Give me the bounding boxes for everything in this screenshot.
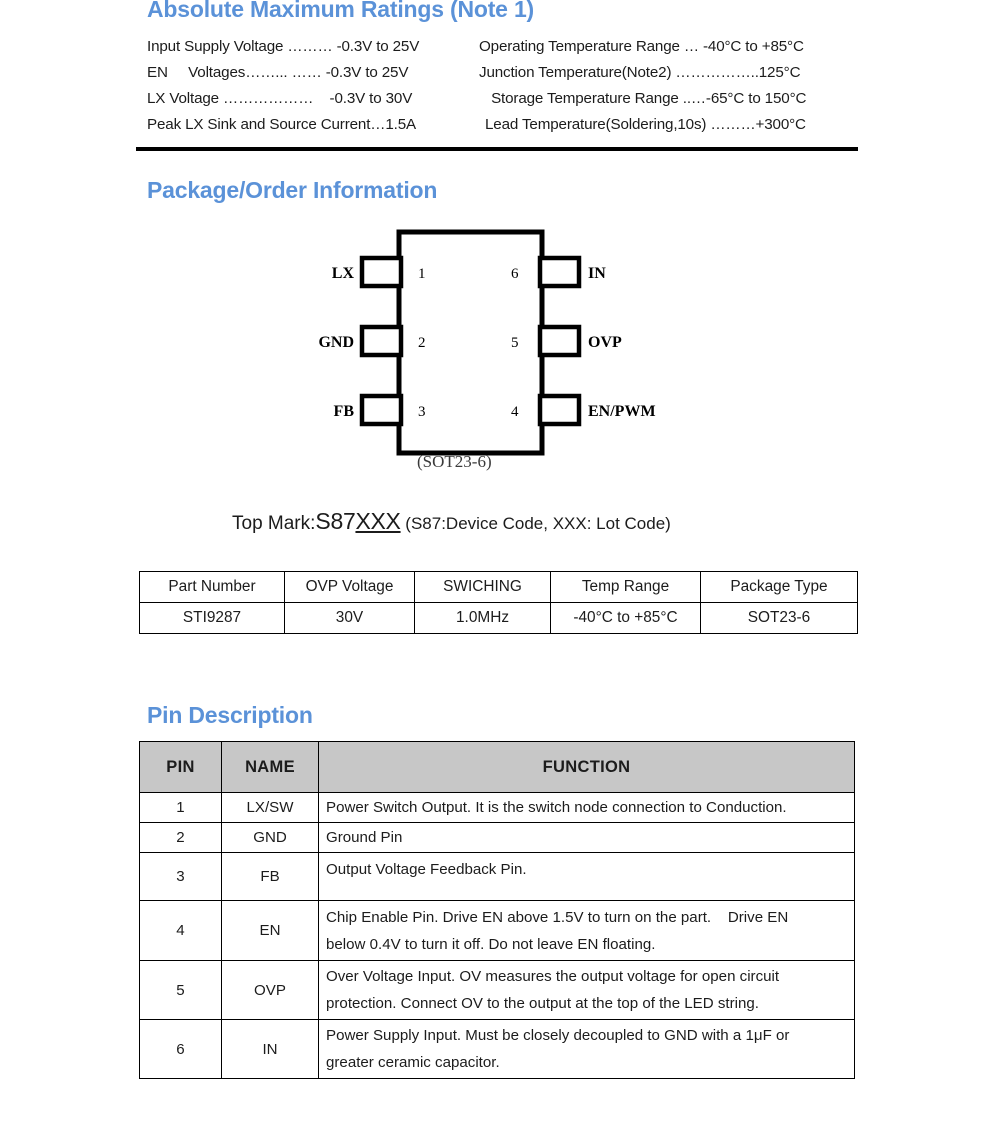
pin-cell-function	[319, 901, 855, 961]
pin-cell-function	[319, 823, 855, 853]
pin-number-1: 1	[418, 266, 426, 282]
pin-label-in: IN	[588, 265, 606, 282]
table-row	[140, 1020, 855, 1079]
pin-label-gnd: GND	[318, 334, 354, 351]
pin-cell-number: 6	[140, 1020, 222, 1079]
top-mark-prefix: Top Mark:	[232, 513, 316, 534]
table-row	[140, 793, 855, 823]
pin-cell-name: LX/SW	[222, 793, 319, 823]
top-mark-note: (S87:Device Code, XXX: Lot Code)	[400, 514, 671, 533]
pin-function-line: protection. Connect OV to the output at the top of the LED string.	[326, 995, 759, 1012]
pin-stub-3	[362, 396, 401, 424]
pin-cell-number: 3	[140, 853, 222, 901]
pin-function-line: Ground Pin	[326, 829, 403, 846]
pin-function-line: Chip Enable Pin. Drive EN above 1.5V to turn on the part. Drive EN	[326, 908, 789, 926]
pin-cell-name: FB	[222, 853, 319, 901]
table-header-row	[140, 572, 858, 603]
pin-cell-function	[319, 961, 855, 1020]
rating-row	[147, 38, 861, 64]
pin-number-6: 6	[511, 266, 519, 282]
package-type-caption: (SOT23-6)	[417, 452, 492, 471]
pin-function-line: Over Voltage Input. OV measures the output voltage for open circuit	[326, 968, 780, 985]
section-divider-rule	[136, 147, 858, 151]
pin-description-heading: Pin Description	[147, 702, 313, 728]
rating-left-text: Peak LX Sink and Source Current…1.5A	[147, 116, 416, 133]
pin-label-lx: LX	[331, 265, 354, 282]
rating-left-text: Input Supply Voltage ……… -0.3V to 25V	[147, 38, 420, 55]
order-cell-temp-range: -40°C to +85°C	[551, 603, 701, 634]
rating-right-text: Operating Temperature Range … -40°C to +85°C	[479, 38, 804, 55]
pin-header-function: FUNCTION	[319, 742, 855, 793]
rating-row	[147, 116, 861, 142]
pin-cell-name: GND	[222, 823, 319, 853]
table-header-row	[140, 742, 855, 793]
top-mark-lot-code: XXX	[355, 508, 401, 534]
rating-left-text: LX Voltage ……………… -0.3V to 30V	[147, 90, 413, 107]
sot23-6-package-diagram	[300, 222, 700, 462]
pin-cell-name: IN	[222, 1020, 319, 1079]
pin-number-2: 2	[418, 335, 426, 351]
rating-row	[147, 64, 861, 90]
pin-function-line: Power Switch Output. It is the switch node connection to Conduction.	[326, 799, 787, 816]
table-row	[140, 901, 855, 961]
order-header-cell: Package Type	[701, 572, 858, 603]
pin-stub-5	[540, 327, 579, 355]
rating-right-text: Lead Temperature(Soldering,10s) ………+300°C	[485, 116, 806, 133]
order-cell-package-type: SOT23-6	[701, 603, 858, 634]
pin-stub-1	[362, 258, 401, 286]
pin-description-table	[139, 741, 855, 1079]
pin-cell-function	[319, 853, 855, 901]
rating-row	[147, 90, 861, 116]
pin-function-line: greater ceramic capacitor.	[326, 1054, 500, 1071]
top-mark-device-code: S87	[315, 508, 356, 534]
order-header-cell: Part Number	[140, 572, 285, 603]
pin-cell-number: 4	[140, 901, 222, 961]
pin-number-5: 5	[511, 335, 519, 351]
absolute-maximum-ratings-heading: Absolute Maximum Ratings (Note 1)	[147, 0, 534, 22]
order-header-cell: SWICHING	[415, 572, 551, 603]
pin-cell-name: EN	[222, 901, 319, 961]
pin-label-en-pwm: EN/PWM	[588, 403, 656, 420]
table-row	[140, 603, 858, 634]
order-header-cell: OVP Voltage	[285, 572, 415, 603]
pin-cell-number: 1	[140, 793, 222, 823]
pin-number-4: 4	[511, 404, 519, 420]
pin-stub-4	[540, 396, 579, 424]
pin-cell-name: OVP	[222, 961, 319, 1020]
order-cell-switching: 1.0MHz	[415, 603, 551, 634]
table-row	[140, 961, 855, 1020]
pin-label-ovp: OVP	[588, 334, 622, 351]
absolute-maximum-ratings-list	[147, 38, 861, 142]
table-row	[140, 853, 855, 901]
package-order-information-heading: Package/Order Information	[147, 177, 438, 203]
rating-right-text: Junction Temperature(Note2) ……………..125°C	[479, 64, 801, 81]
order-cell-part-number: STI9287	[140, 603, 285, 634]
table-row	[140, 823, 855, 853]
order-cell-ovp-voltage: 30V	[285, 603, 415, 634]
pin-function-line: Output Voltage Feedback Pin.	[326, 861, 527, 878]
pin-function-line: Power Supply Input. Must be closely decoupled to GND with a 1μF or	[326, 1027, 790, 1044]
pin-stub-6	[540, 258, 579, 286]
pin-stub-2	[362, 327, 401, 355]
pin-cell-function	[319, 793, 855, 823]
pin-cell-number: 2	[140, 823, 222, 853]
pin-label-fb: FB	[333, 403, 354, 420]
pin-cell-number: 5	[140, 961, 222, 1020]
order-header-cell: Temp Range	[551, 572, 701, 603]
rating-right-text: Storage Temperature Range ..…-65°C to 150°C	[487, 90, 807, 107]
pin-cell-function	[319, 1020, 855, 1079]
pin-header-pin: PIN	[140, 742, 222, 793]
rating-left-text: EN Voltages……... …… -0.3V to 25V	[147, 64, 409, 81]
pin-number-3: 3	[418, 404, 426, 420]
pin-function-line: below 0.4V to turn it off. Do not leave EN floating.	[326, 935, 656, 953]
top-mark-line	[232, 508, 671, 535]
pin-header-name: NAME	[222, 742, 319, 793]
ordering-information-table	[139, 571, 858, 634]
